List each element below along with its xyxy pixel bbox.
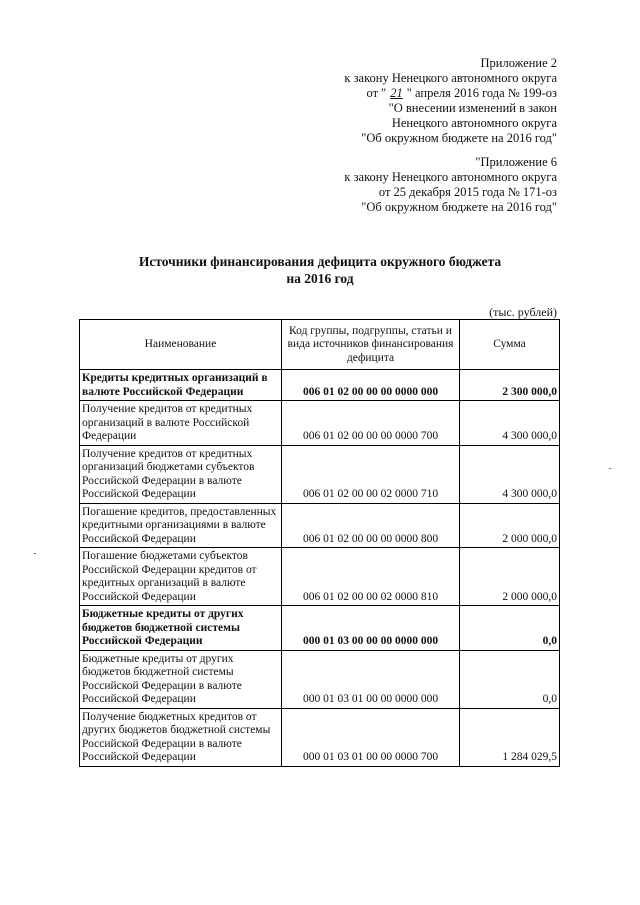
appendix-line: "О внесении изменений в закон [388,101,557,115]
table-row [80,401,560,446]
row-sum: 2 000 000,0 [460,548,560,606]
units-label: (тыс. рублей) [489,305,557,319]
table-header-row [80,320,560,370]
appendix-line: Ненецкого автономного округа [391,116,557,130]
date-prefix: от " [366,86,387,100]
title-line: Источники финансирования дефицита окружного бюджета [138,254,502,269]
row-code: 000 01 03 01 00 00 0000 700 [282,708,460,766]
row-name: Кредиты кредитных организаций в валюте Российской Федерации [80,370,282,401]
row-sum: 4 300 000,0 [460,401,560,446]
row-sum: 4 300 000,0 [460,445,560,503]
document-title [80,253,560,287]
row-code: 006 01 02 00 00 02 0000 810 [282,548,460,606]
appendix-line: к закону Ненецкого автономного округа [344,170,557,184]
row-name: Получение кредитов от кредитных организаций бюджетами субъектов Российской Федерации в валюте Российской Федерации [80,445,282,503]
appendix-6-header [344,155,557,215]
title-line: на 2016 год [286,271,354,286]
header-code: Код группы, подгруппы, статьи и вида источников финансирования дефицита [282,320,460,370]
row-code: 006 01 02 00 00 00 0000 700 [282,401,460,446]
appendix-line: к закону Ненецкого автономного округа [344,71,557,85]
appendix-line: Приложение 2 [480,56,557,70]
table-row [80,650,560,708]
row-code: 006 01 02 00 00 00 0000 000 [282,370,460,401]
header-sum: Сумма [460,320,560,370]
appendix-line: "Об окружном бюджете на 2016 год" [361,131,557,145]
table-row [80,503,560,548]
row-name: Погашение бюджетами субъектов Российской Федерации кредитов от кредитных организаций в валюте Российской Федерации [80,548,282,606]
row-name: Бюджетные кредиты от других бюджетов бюджетной системы Российской Федерации в валюте Российской Федерации [80,650,282,708]
row-sum: 0,0 [460,606,560,651]
row-name: Получение бюджетных кредитов от других бюджетов бюджетной системы Российской Федерации в валюте Российской Федерации [80,708,282,766]
row-code: 000 01 03 00 00 00 0000 000 [282,606,460,651]
scan-mark [609,468,611,469]
row-code: 006 01 02 00 00 02 0000 710 [282,445,460,503]
table-row [80,445,560,503]
scan-mark [34,553,36,554]
row-code: 000 01 03 01 00 00 0000 000 [282,650,460,708]
row-sum: 2 000 000,0 [460,503,560,548]
row-name: Получение кредитов от кредитных организаций в валюте Российской Федерации [80,401,282,446]
table-row [80,548,560,606]
row-name: Бюджетные кредиты от других бюджетов бюджетной системы Российской Федерации [80,606,282,651]
header-name: Наименование [80,320,282,370]
row-code: 006 01 02 00 00 00 0000 800 [282,503,460,548]
row-name: Погашение кредитов, предоставленных кредитными организациями в валюте Российской Федерации [80,503,282,548]
table-row [80,606,560,651]
table-row [80,708,560,766]
row-sum: 2 300 000,0 [460,370,560,401]
financing-sources-table [79,319,560,767]
appendix-2-header [344,56,557,146]
date-suffix: " апреля 2016 года № 199-оз [406,86,557,100]
table-row [80,370,560,401]
appendix-date-line [344,86,557,101]
row-sum: 0,0 [460,650,560,708]
row-sum: 1 284 029,5 [460,708,560,766]
appendix-line: "Об окружном бюджете на 2016 год" [361,200,557,214]
handwritten-day: 21 [390,86,403,100]
appendix-line: "Приложение 6 [475,155,557,169]
appendix-line: от 25 декабря 2015 года № 171-оз [378,185,557,199]
